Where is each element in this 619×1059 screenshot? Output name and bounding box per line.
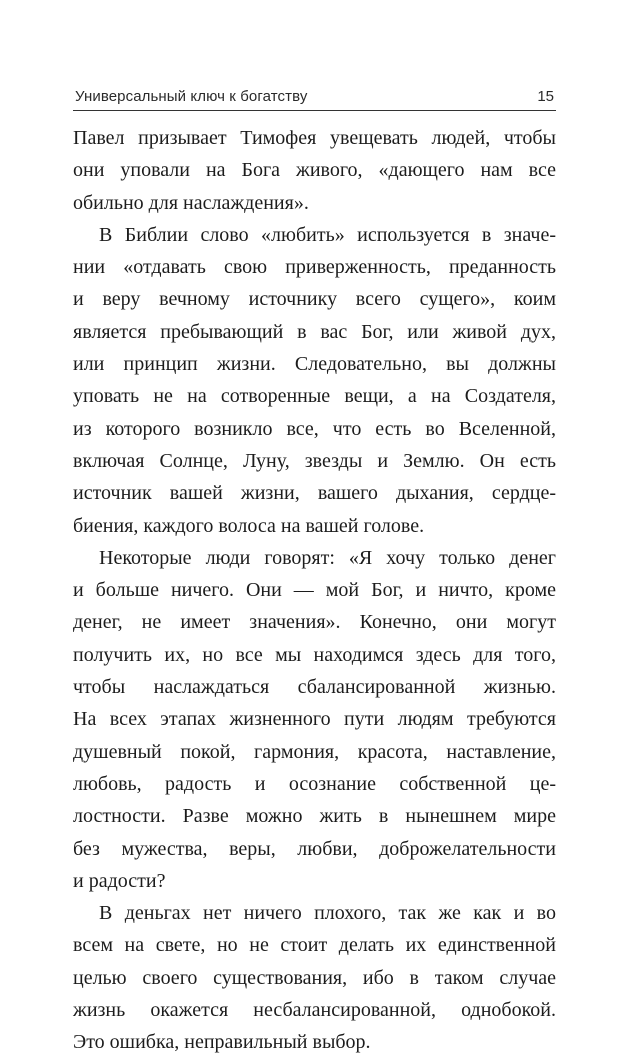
text-line: и радости? (73, 869, 166, 892)
text-line: уповать не на сотворенные вещи, а на Создателя, (73, 385, 556, 408)
page-number: 15 (537, 88, 554, 105)
text-line: душевный покой, гармония, красота, наставление, (73, 740, 556, 763)
running-header-title: Универсальный ключ к богатству (75, 88, 308, 105)
text-line: лостности. Разве можно жить в нынешнем мире (73, 805, 556, 828)
paragraph-4 (73, 897, 556, 1058)
text-line: На всех этапах жизненного пути людям требуются (73, 708, 556, 731)
text-line: и веру вечному источнику всего сущего», коим (73, 288, 556, 311)
text-line: Павел призывает Тимофея увещевать людей, чтобы (73, 127, 556, 149)
paragraph-3 (73, 542, 556, 897)
text-line: обильно для наслаждения». (73, 191, 309, 214)
paragraph-1 (73, 122, 556, 219)
text-line: целью своего существования, ибо в таком случае (73, 966, 556, 989)
body-text (73, 122, 556, 1059)
text-line: биения, каждого волоса на вашей голове. (73, 514, 425, 537)
text-line: любовь, радость и осознание собственной це- (73, 772, 556, 795)
text-line: нии «отдавать свою приверженность, преданность (73, 256, 556, 279)
text-line: получить их, но все мы находимся здесь для того, (73, 643, 556, 666)
text-line: чтобы наслаждаться сбалансированной жизнью. (73, 676, 556, 699)
text-line: Некоторые люди говорят: «Я хочу только денег (99, 546, 556, 569)
text-line: является пребывающий в вас Бог, или живой дух, (73, 320, 556, 343)
paragraph-2 (73, 219, 556, 542)
text-line: без мужества, веры, любви, доброжелательности (73, 837, 556, 860)
text-line: или принцип жизни. Следовательно, вы должны (73, 353, 556, 376)
text-line: они уповали на Бога живого, «дающего нам все (73, 159, 556, 182)
text-line: из которого возникло все, что есть во Вселенной, (73, 417, 556, 440)
text-line: источник вашей жизни, вашего дыхания, сердце- (73, 482, 556, 505)
text-line: В Библии слово «любить» используется в значе- (99, 223, 556, 246)
text-line: жизнь окажется несбалансированной, однобокой. (73, 999, 556, 1022)
running-header (73, 88, 556, 111)
book-page (73, 88, 556, 1059)
text-line: включая Солнце, Луну, звезды и Землю. Он есть (73, 449, 556, 472)
text-line: всем на свете, но не стоит делать их единственной (73, 934, 556, 957)
text-line: Это ошибка, неправильный выбор. (73, 1031, 371, 1054)
text-line: денег, не имеет значения». Конечно, они могут (73, 611, 556, 634)
text-line: В деньгах нет ничего плохого, так же как и во (99, 902, 556, 925)
text-line: и больше ничего. Они — мой Бог, и ничто, кроме (73, 579, 556, 602)
